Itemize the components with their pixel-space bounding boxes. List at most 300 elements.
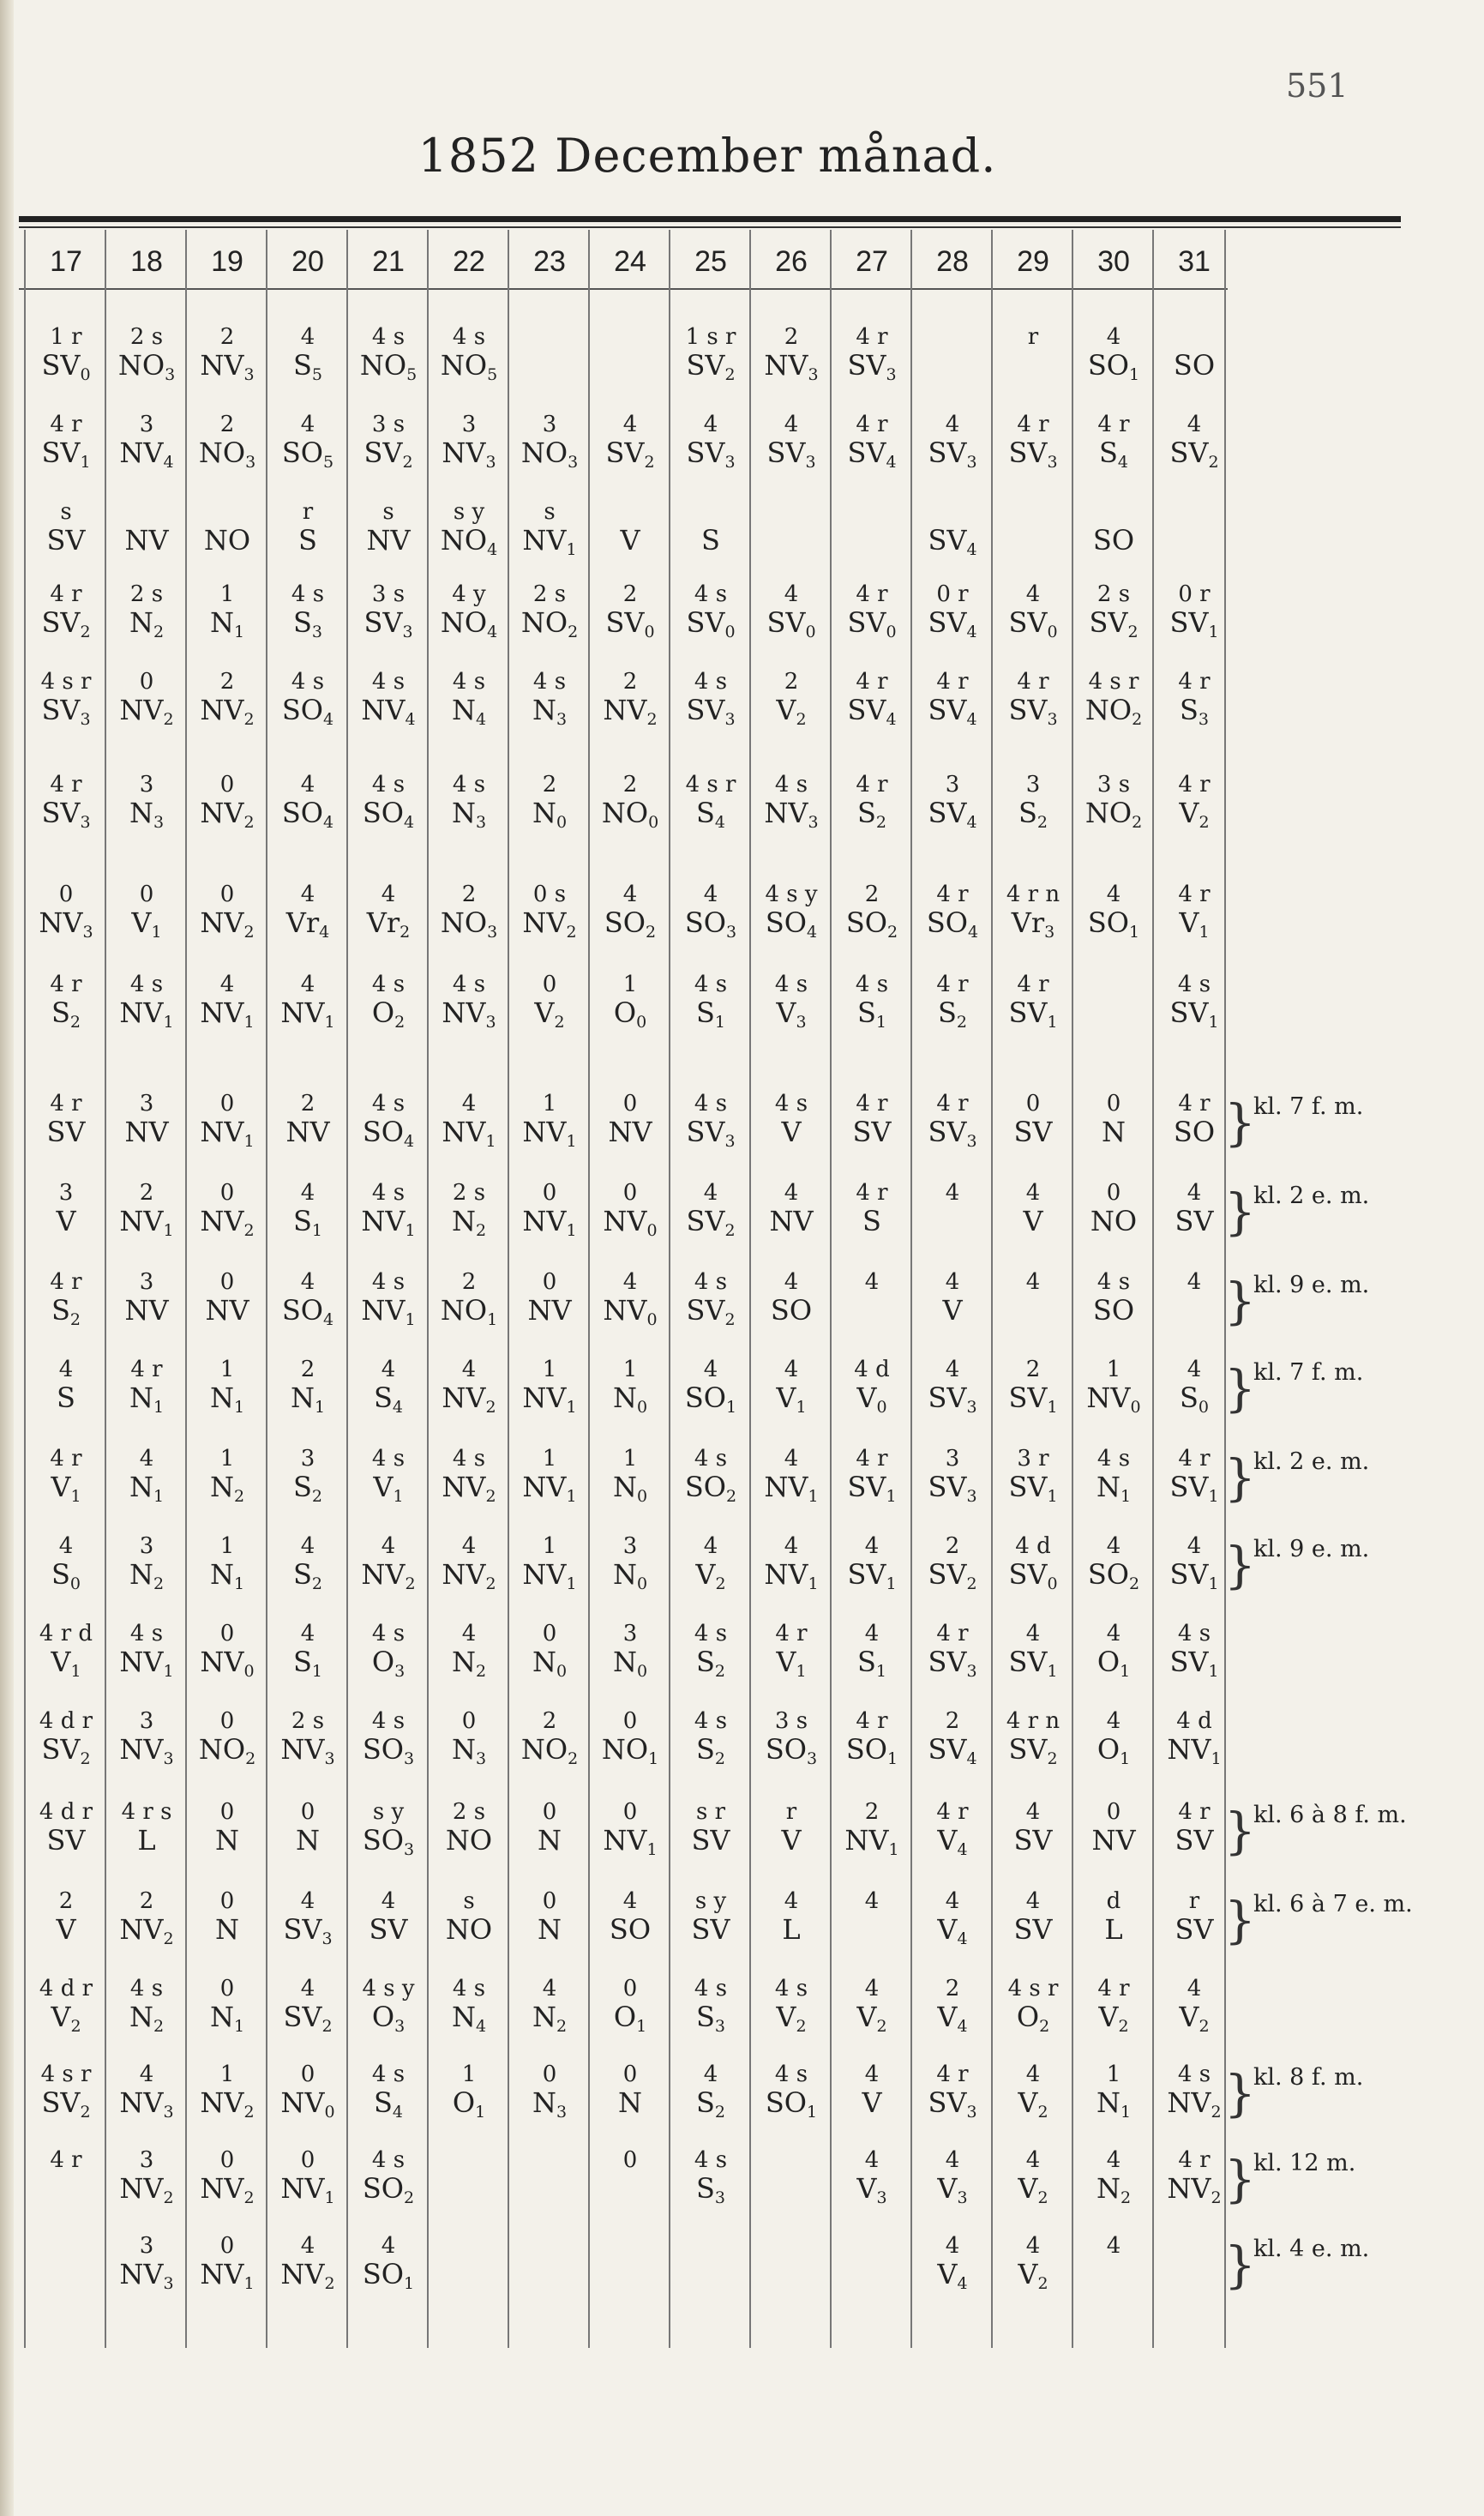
cloud-amount: 4 bbox=[1025, 1888, 1041, 1914]
wind-direction: $O_2$ bbox=[371, 996, 406, 1032]
observation-cell bbox=[590, 326, 670, 352]
wind-direction: $V_1$ bbox=[776, 1646, 807, 1681]
observation-cell bbox=[993, 1092, 1073, 1146]
cloud-amount: 3 s bbox=[774, 1708, 808, 1734]
cloud-amount: 4 r bbox=[1097, 1976, 1130, 2001]
observation-cell bbox=[187, 2147, 267, 2207]
cloud-amount: 4 bbox=[622, 882, 638, 907]
wind-direction: $S_2$ bbox=[51, 996, 81, 1032]
observation-cell bbox=[1073, 1799, 1154, 1857]
top-rule-thin bbox=[19, 226, 1401, 228]
wind-direction: $SV_1$ bbox=[1008, 1471, 1058, 1506]
wind-direction: $Vr_4$ bbox=[285, 906, 330, 942]
observation-cell bbox=[590, 2149, 670, 2175]
observation-cell bbox=[832, 772, 912, 832]
cloud-amount: 4 d r bbox=[39, 1976, 93, 2001]
cloud-amount: 3 bbox=[139, 1091, 154, 1117]
wind-direction: $NV_1$ bbox=[361, 1205, 416, 1240]
wind-direction: $NV_1$ bbox=[280, 996, 335, 1032]
wind-direction: $SV_0$ bbox=[686, 606, 736, 641]
cloud-amount: 4 s r bbox=[1007, 1976, 1059, 2001]
cloud-amount: 4 r d bbox=[39, 1621, 93, 1646]
observation-cell bbox=[187, 1269, 267, 1327]
cloud-amount: 0 bbox=[542, 1269, 557, 1295]
wind-direction: $V_1$ bbox=[51, 1646, 81, 1681]
observation-cell bbox=[832, 669, 912, 729]
time-note-label: kl. 7 f. m. bbox=[1253, 1359, 1364, 1386]
wind-direction: $NV_2$ bbox=[200, 1205, 255, 1240]
observation-cell bbox=[912, 1621, 993, 1681]
cloud-amount: 4 r bbox=[775, 1621, 808, 1646]
observation-cell bbox=[106, 1799, 187, 1857]
observation-cell bbox=[993, 1446, 1073, 1506]
cloud-amount: 0 bbox=[1106, 1180, 1121, 1206]
cloud-amount: 0 bbox=[58, 882, 74, 907]
observation-cell bbox=[26, 1182, 106, 1235]
observation-cell bbox=[348, 1976, 429, 2036]
observation-cell bbox=[993, 1271, 1073, 1297]
cloud-amount: 4 r n bbox=[1006, 882, 1060, 907]
observation-cell bbox=[106, 972, 187, 1032]
wind-direction: $V_4$ bbox=[937, 1913, 968, 1948]
cloud-amount: 4 s bbox=[371, 1708, 406, 1734]
observation-cell bbox=[26, 412, 106, 472]
day-header: 31 bbox=[1178, 245, 1211, 278]
observation-cell bbox=[187, 1888, 267, 1946]
wind-direction: $S_3$ bbox=[1179, 694, 1209, 729]
observation-cell bbox=[106, 501, 187, 557]
cloud-amount: s bbox=[60, 499, 72, 525]
wind-direction: $SV_1$ bbox=[1169, 606, 1219, 641]
wind-direction: V bbox=[1023, 1205, 1043, 1237]
cloud-amount bbox=[590, 326, 670, 348]
wind-direction: NO bbox=[445, 1913, 493, 1946]
wind-direction: $S_4$ bbox=[373, 2086, 403, 2122]
observation-cell bbox=[590, 1976, 670, 2036]
cloud-amount: 4 s bbox=[291, 669, 325, 695]
cloud-amount: 4 bbox=[381, 882, 396, 907]
cloud-amount: 4 bbox=[1106, 1621, 1121, 1646]
day-header: 26 bbox=[775, 245, 808, 278]
observation-cell bbox=[751, 1446, 832, 1506]
observation-cell bbox=[670, 1621, 751, 1681]
cloud-amount: 4 s bbox=[371, 1621, 406, 1646]
observation-cell bbox=[993, 2147, 1073, 2207]
cloud-amount: 4 bbox=[300, 882, 315, 907]
observation-cell bbox=[912, 2147, 993, 2207]
cloud-amount: 4 d bbox=[1015, 1533, 1051, 1559]
wind-direction: $SO_4$ bbox=[281, 694, 334, 729]
wind-direction: $S_2$ bbox=[51, 1294, 81, 1329]
cloud-amount: 4 r bbox=[50, 772, 82, 798]
observation-cell bbox=[1154, 581, 1235, 641]
observation-cell bbox=[106, 882, 187, 942]
wind-direction: $NV_2$ bbox=[361, 1558, 416, 1593]
observation-cell bbox=[1154, 772, 1235, 832]
wind-direction: $NO_4$ bbox=[440, 524, 498, 559]
cloud-amount: 1 r bbox=[50, 324, 82, 350]
observation-cell bbox=[590, 412, 670, 472]
cloud-amount: 4 r bbox=[936, 1091, 969, 1117]
cloud-amount: 4 bbox=[461, 1091, 477, 1117]
wind-direction: $Vr_3$ bbox=[1011, 906, 1055, 942]
observation-cell bbox=[912, 412, 993, 472]
observation-cell bbox=[187, 1799, 267, 1857]
observation-cell bbox=[832, 2062, 912, 2119]
wind-direction: $O_0$ bbox=[613, 996, 647, 1032]
observation-cell bbox=[106, 1888, 187, 1948]
wind-direction: $SV_1$ bbox=[1008, 996, 1058, 1032]
cloud-amount: 4 bbox=[461, 1621, 477, 1646]
wind-direction: $O_1$ bbox=[1096, 1646, 1131, 1681]
observation-cell bbox=[1154, 1446, 1235, 1506]
observation-cell bbox=[429, 1621, 509, 1681]
observation-cell bbox=[26, 1976, 106, 2036]
observation-cell bbox=[429, 1533, 509, 1593]
cloud-amount: 4 bbox=[864, 1888, 880, 1914]
observation-cell bbox=[509, 581, 590, 641]
observation-cell bbox=[670, 581, 751, 641]
wind-direction: $O_2$ bbox=[1016, 2001, 1050, 2036]
wind-direction: N bbox=[618, 2086, 642, 2119]
observation-cell bbox=[1154, 669, 1235, 729]
wind-direction: $O_1$ bbox=[1096, 1733, 1131, 1768]
observation-cell bbox=[832, 1446, 912, 1506]
observation-cell bbox=[751, 412, 832, 472]
observation-cell bbox=[106, 1269, 187, 1327]
observation-cell bbox=[429, 2235, 509, 2260]
observation-cell bbox=[1073, 772, 1154, 832]
wind-direction: $N_2$ bbox=[129, 1558, 165, 1593]
cloud-amount: 2 bbox=[622, 669, 638, 695]
wind-direction: V bbox=[862, 2086, 882, 2119]
observation-cell bbox=[993, 882, 1073, 942]
observation-cell bbox=[267, 2233, 348, 2293]
cloud-amount: 4 s bbox=[1096, 1446, 1131, 1472]
observation-cell bbox=[670, 1269, 751, 1329]
cloud-amount: 4 r bbox=[936, 882, 969, 907]
wind-direction: $NV_0$ bbox=[1086, 1381, 1141, 1417]
cloud-amount bbox=[509, 2149, 590, 2171]
wind-direction: $SO_3$ bbox=[362, 1733, 415, 1768]
observation-cell bbox=[912, 1269, 993, 1327]
book-spine-edge bbox=[0, 0, 14, 2516]
wind-direction: $V_1$ bbox=[1179, 906, 1210, 942]
observation-cell bbox=[670, 1180, 751, 1240]
wind-direction: $SV_2$ bbox=[686, 1205, 736, 1240]
wind-direction: NO bbox=[445, 1824, 493, 1857]
cloud-amount: 4 s bbox=[774, 772, 808, 798]
cloud-amount: 1 bbox=[461, 2062, 477, 2087]
observation-cell bbox=[670, 972, 751, 1032]
wind-direction: $NO_3$ bbox=[520, 436, 579, 472]
wind-direction: SO bbox=[609, 1913, 652, 1946]
top-rule-thick bbox=[19, 216, 1401, 222]
observation-cell bbox=[1154, 1182, 1235, 1235]
cloud-amount bbox=[993, 501, 1073, 523]
observation-cell bbox=[429, 1180, 509, 1240]
observation-cell bbox=[1154, 412, 1235, 472]
cloud-amount: 1 bbox=[542, 1446, 557, 1472]
observation-cell bbox=[106, 772, 187, 832]
observation-cell bbox=[429, 412, 509, 472]
observation-cell bbox=[993, 1533, 1073, 1593]
cloud-amount: 4 bbox=[864, 2062, 880, 2087]
cloud-amount: 2 bbox=[945, 1533, 960, 1559]
observation-cell bbox=[106, 1180, 187, 1240]
observation-cell bbox=[1073, 2147, 1154, 2207]
observation-cell bbox=[267, 499, 348, 557]
cloud-amount bbox=[912, 326, 993, 348]
cloud-amount: 4 bbox=[461, 1533, 477, 1559]
cloud-amount: 4 r bbox=[1017, 669, 1049, 695]
cloud-amount: 0 bbox=[300, 2147, 315, 2173]
observation-cell bbox=[590, 1180, 670, 1240]
cloud-amount: 3 bbox=[139, 772, 154, 798]
cloud-amount: 4 s bbox=[694, 972, 728, 997]
observation-cell bbox=[509, 882, 590, 942]
wind-direction: $NV_1$ bbox=[119, 1205, 174, 1240]
observation-cell bbox=[912, 2062, 993, 2122]
wind-direction: $S_2$ bbox=[292, 1471, 322, 1506]
wind-direction: $O_3$ bbox=[371, 1646, 406, 1681]
cloud-amount: 4 r bbox=[130, 1357, 163, 1382]
wind-direction: $SO_4$ bbox=[281, 797, 334, 832]
wind-direction: SV bbox=[1175, 1205, 1214, 1237]
wind-direction: $SO_4$ bbox=[362, 1116, 415, 1151]
wind-direction: V bbox=[56, 1205, 76, 1237]
cloud-amount: 3 bbox=[139, 1533, 154, 1559]
cloud-amount: 4 r bbox=[1178, 772, 1211, 798]
wind-direction: SV bbox=[46, 1116, 86, 1148]
cloud-amount: 2 s bbox=[1096, 581, 1131, 607]
time-note bbox=[1224, 1801, 1481, 1861]
observation-cell bbox=[832, 1976, 912, 2036]
cloud-amount: 3 bbox=[622, 1621, 638, 1646]
cloud-amount: 4 r bbox=[856, 772, 888, 798]
wind-direction: $SV_3$ bbox=[847, 349, 897, 384]
cloud-amount: 4 bbox=[1025, 2062, 1041, 2087]
wind-direction: $SV_0$ bbox=[41, 349, 91, 384]
wind-direction: V bbox=[942, 1294, 963, 1327]
observation-cell bbox=[26, 499, 106, 557]
header-rule bbox=[19, 288, 1228, 290]
wind-direction: $V_2$ bbox=[1018, 2172, 1048, 2207]
wind-direction: SV bbox=[46, 1824, 86, 1857]
wind-direction: $NV_3$ bbox=[764, 797, 819, 832]
observation-cell bbox=[751, 972, 832, 1032]
observation-cell bbox=[429, 1708, 509, 1768]
observation-cell bbox=[670, 882, 751, 942]
wind-direction: NO bbox=[203, 524, 251, 557]
wind-direction: $SV_4$ bbox=[928, 524, 977, 559]
observation-cell bbox=[670, 1976, 751, 2036]
cloud-amount: 4 bbox=[784, 1888, 799, 1914]
observation-cell bbox=[670, 2235, 751, 2260]
wind-direction: $SV_0$ bbox=[766, 606, 816, 641]
wind-direction: $SO_1$ bbox=[845, 1733, 898, 1768]
wind-direction: $SO_1$ bbox=[1087, 349, 1140, 384]
observation-cell bbox=[993, 669, 1073, 729]
observation-cell bbox=[751, 882, 832, 942]
cloud-amount: 4 bbox=[1106, 1708, 1121, 1734]
wind-direction: SV bbox=[691, 1824, 730, 1857]
wind-direction: $NV_2$ bbox=[119, 694, 174, 729]
time-note bbox=[1224, 1448, 1481, 1508]
cloud-amount: 4 bbox=[1187, 1180, 1202, 1206]
cloud-amount: 0 bbox=[219, 1091, 235, 1117]
cloud-amount: 4 bbox=[58, 1533, 74, 1559]
brace-icon: } bbox=[1224, 1093, 1256, 1152]
cloud-amount: 4 r bbox=[50, 1269, 82, 1295]
wind-direction: $N_1$ bbox=[129, 1381, 165, 1417]
cloud-amount: s y bbox=[372, 1799, 405, 1825]
cloud-amount: 2 s bbox=[452, 1799, 486, 1825]
cloud-amount: 4 s bbox=[371, 2147, 406, 2173]
cloud-amount: 3 bbox=[945, 1446, 960, 1472]
wind-direction: NV bbox=[285, 1116, 330, 1148]
observation-cell bbox=[1073, 2062, 1154, 2122]
cloud-amount: 0 bbox=[219, 882, 235, 907]
cloud-amount: 4 s bbox=[774, 1091, 808, 1117]
wind-direction: $N_2$ bbox=[532, 2001, 568, 2036]
cloud-amount: 4 bbox=[300, 772, 315, 798]
wind-direction: $V_3$ bbox=[856, 2172, 887, 2207]
observation-cell bbox=[670, 2147, 751, 2207]
observation-cell bbox=[1073, 973, 1154, 999]
observation-cell bbox=[187, 2233, 267, 2293]
cloud-amount: 0 bbox=[219, 1708, 235, 1734]
cloud-amount: 4 r bbox=[936, 2062, 969, 2087]
wind-direction: $N_3$ bbox=[532, 2086, 568, 2122]
wind-direction: $SO_2$ bbox=[362, 2172, 415, 2207]
wind-direction: $S_3$ bbox=[695, 2001, 725, 2036]
wind-direction: $SV_1$ bbox=[1169, 1646, 1219, 1681]
observation-cell bbox=[348, 772, 429, 832]
cloud-amount: 4 d bbox=[854, 1357, 890, 1382]
observation-cell bbox=[348, 972, 429, 1032]
observation-cell bbox=[509, 2235, 590, 2260]
wind-direction: $SO_4$ bbox=[362, 797, 415, 832]
observation-cell bbox=[26, 1708, 106, 1768]
observation-cell bbox=[1073, 1708, 1154, 1768]
cloud-amount: 2 bbox=[945, 1976, 960, 2001]
observation-cell bbox=[509, 1180, 590, 1240]
wind-direction: $NO_2$ bbox=[520, 1733, 579, 1768]
cloud-amount: 4 r bbox=[50, 1091, 82, 1117]
day-header: 29 bbox=[1017, 245, 1049, 278]
observation-cell bbox=[267, 2147, 348, 2207]
wind-direction: $N_4$ bbox=[451, 694, 487, 729]
wind-direction: L bbox=[782, 1913, 801, 1946]
wind-direction: NV bbox=[769, 1205, 814, 1237]
cloud-amount: 4 s bbox=[129, 1621, 164, 1646]
wind-direction: $V_2$ bbox=[1018, 2086, 1048, 2122]
brace-icon: } bbox=[1224, 1891, 1256, 1949]
wind-direction: $SV_4$ bbox=[928, 1733, 977, 1768]
observation-cell bbox=[590, 972, 670, 1032]
wind-direction: $SV_3$ bbox=[686, 694, 736, 729]
cloud-amount: 3 bbox=[139, 1269, 154, 1295]
observation-cell bbox=[1154, 2235, 1235, 2260]
cloud-amount: 4 s bbox=[694, 1621, 728, 1646]
observation-cell bbox=[832, 324, 912, 384]
observation-cell bbox=[187, 1533, 267, 1593]
time-note-label: kl. 2 e. m. bbox=[1253, 1183, 1370, 1209]
observation-cell bbox=[912, 326, 993, 352]
observation-cell bbox=[267, 1799, 348, 1857]
cloud-amount: 0 bbox=[139, 669, 154, 695]
observation-cell bbox=[751, 1708, 832, 1768]
cloud-amount: 4 bbox=[300, 1888, 315, 1914]
observation-cell bbox=[267, 772, 348, 832]
cloud-amount: 0 bbox=[300, 2062, 315, 2087]
wind-direction: $SO_1$ bbox=[362, 2258, 415, 2293]
observation-cell bbox=[26, 1092, 106, 1146]
page-title: 1852 December månad. bbox=[418, 129, 997, 183]
cloud-amount: 4 bbox=[300, 412, 315, 437]
wind-direction: $N_3$ bbox=[532, 694, 568, 729]
observation-cell bbox=[106, 581, 187, 641]
wind-direction: $N_0$ bbox=[612, 1381, 648, 1417]
wind-direction: $V_2$ bbox=[534, 996, 565, 1032]
cloud-amount: 0 bbox=[219, 1621, 235, 1646]
cloud-amount: 4 bbox=[864, 1976, 880, 2001]
wind-direction: $S_3$ bbox=[695, 2172, 725, 2207]
cloud-amount: 4 s bbox=[1177, 972, 1211, 997]
observation-cell bbox=[267, 1357, 348, 1417]
cloud-amount: 2 s bbox=[129, 324, 164, 350]
cloud-amount: 4 s bbox=[452, 669, 486, 695]
wind-direction: V bbox=[781, 1824, 802, 1857]
observation-cell bbox=[670, 1708, 751, 1768]
cloud-amount: 4 s bbox=[371, 324, 406, 350]
wind-direction: $S_2$ bbox=[292, 1558, 322, 1593]
observation-cell bbox=[348, 1799, 429, 1859]
wind-direction: $N_2$ bbox=[1096, 2172, 1132, 2207]
observation-cell bbox=[1073, 581, 1154, 641]
cloud-amount: 0 bbox=[219, 2233, 235, 2259]
observation-cell bbox=[832, 1092, 912, 1146]
wind-direction: $NV_1$ bbox=[522, 1116, 577, 1151]
wind-direction: $S_2$ bbox=[1018, 797, 1048, 832]
observation-cell bbox=[993, 326, 1073, 352]
cloud-amount: 4 r bbox=[856, 1091, 888, 1117]
cloud-amount: 4 r bbox=[856, 1708, 888, 1734]
wind-direction: NV bbox=[124, 1116, 169, 1148]
cloud-amount: 4 bbox=[1025, 2147, 1041, 2173]
wind-direction: $SO_1$ bbox=[765, 2086, 818, 2122]
wind-direction: NV bbox=[366, 524, 411, 557]
observation-cell bbox=[429, 499, 509, 559]
wind-direction: SV bbox=[1013, 1913, 1053, 1946]
cloud-amount: 0 r bbox=[936, 581, 969, 607]
cloud-amount: 4 bbox=[300, 1976, 315, 2001]
time-note-label: kl. 2 e. m. bbox=[1253, 1448, 1370, 1475]
wind-direction: L bbox=[137, 1824, 156, 1857]
observation-cell bbox=[429, 1269, 509, 1329]
wind-direction: $SO_2$ bbox=[845, 906, 898, 942]
cloud-amount: 4 s bbox=[694, 1269, 728, 1295]
cloud-amount: 4 bbox=[1187, 1533, 1202, 1559]
wind-direction: $N_1$ bbox=[1096, 1471, 1132, 1506]
wind-direction: $SV_2$ bbox=[1008, 1733, 1058, 1768]
page-number: 551 bbox=[1286, 67, 1349, 105]
cloud-amount bbox=[509, 2235, 590, 2257]
cloud-amount: 4 r bbox=[50, 2147, 82, 2173]
cloud-amount: 3 bbox=[622, 1533, 638, 1559]
cloud-amount: 4 bbox=[1025, 2233, 1041, 2259]
